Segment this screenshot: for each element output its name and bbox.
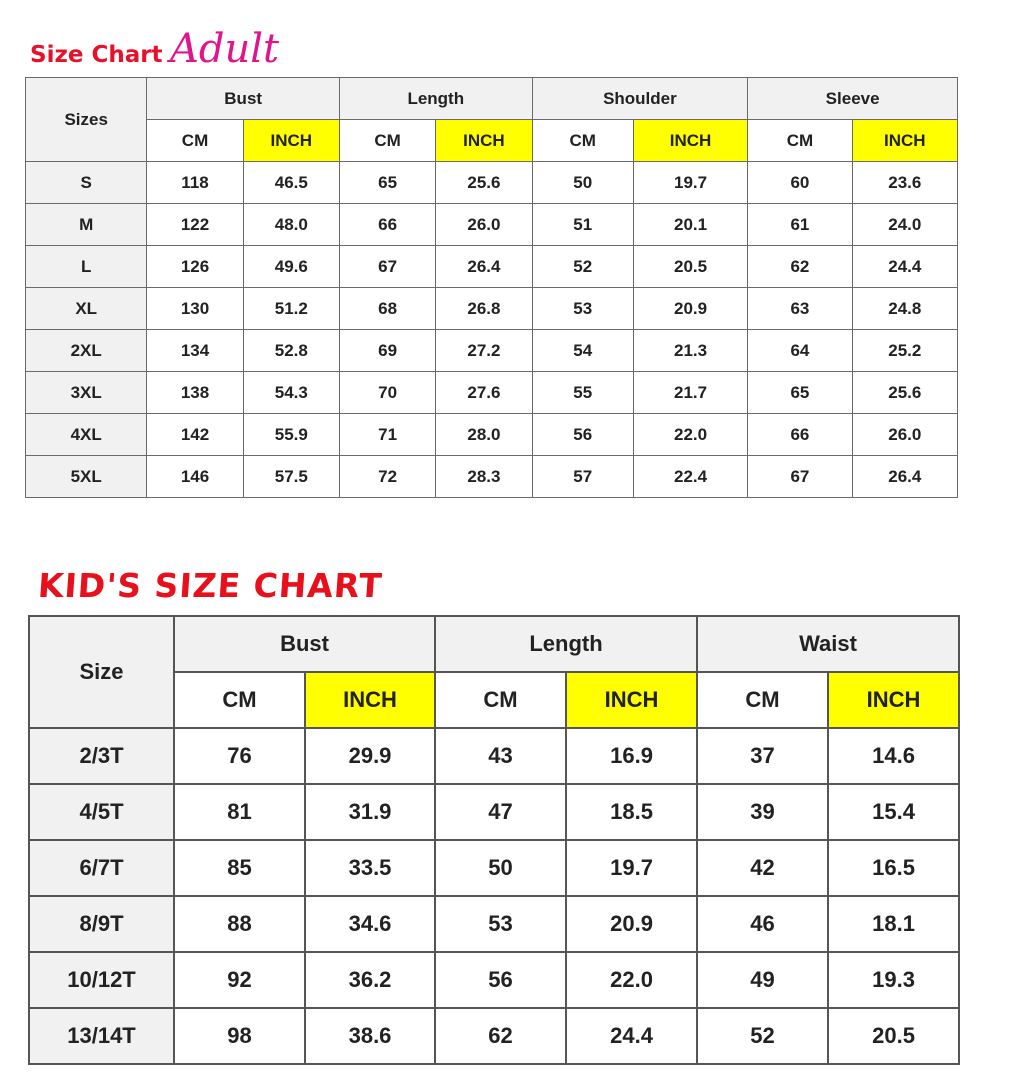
adult-chart-title-prefix: Size Chart	[30, 42, 163, 68]
measurement-cell: 16.5	[828, 840, 959, 896]
measurement-cell: 50	[532, 162, 633, 204]
measurement-cell: 61	[748, 204, 852, 246]
measurement-cell: 146	[147, 456, 243, 498]
measurement-cell: 26.0	[852, 414, 957, 456]
measurement-cell: 62	[748, 246, 852, 288]
group-header-row	[26, 78, 958, 120]
measurement-cell: 27.2	[436, 330, 532, 372]
unit-header-inch: INCH	[633, 120, 747, 162]
measurement-cell: 142	[147, 414, 243, 456]
measurement-cell: 23.6	[852, 162, 957, 204]
measurement-cell: 52	[697, 1008, 828, 1064]
table-row	[26, 246, 958, 288]
adult-size-table	[25, 77, 958, 498]
table-row	[26, 162, 958, 204]
measurement-cell: 39	[697, 784, 828, 840]
measurement-cell: 130	[147, 288, 243, 330]
measurement-cell: 20.1	[633, 204, 747, 246]
measurement-cell: 49	[697, 952, 828, 1008]
table-row	[26, 330, 958, 372]
unit-header-cm: CM	[174, 672, 305, 728]
measurement-cell: 81	[174, 784, 305, 840]
table-row	[29, 784, 959, 840]
measurement-cell: 134	[147, 330, 243, 372]
unit-header-inch: INCH	[305, 672, 435, 728]
measurement-cell: 25.6	[852, 372, 957, 414]
measurement-cell: 66	[339, 204, 435, 246]
measurement-cell: 122	[147, 204, 243, 246]
measurement-cell: 20.9	[633, 288, 747, 330]
measurement-cell: 43	[435, 728, 566, 784]
size-label-cell: XL	[26, 288, 147, 330]
measurement-cell: 24.4	[566, 1008, 697, 1064]
size-label-cell: M	[26, 204, 147, 246]
measurement-cell: 26.8	[436, 288, 532, 330]
size-label-cell: 5XL	[26, 456, 147, 498]
measurement-cell: 48.0	[243, 204, 339, 246]
size-label-cell: L	[26, 246, 147, 288]
measurement-cell: 46	[697, 896, 828, 952]
measurement-cell: 46.5	[243, 162, 339, 204]
measurement-cell: 51.2	[243, 288, 339, 330]
measurement-cell: 22.0	[633, 414, 747, 456]
measurement-cell: 21.7	[633, 372, 747, 414]
unit-header-row	[26, 120, 958, 162]
measurement-cell: 54	[532, 330, 633, 372]
measurement-cell: 68	[339, 288, 435, 330]
measurement-cell: 26.4	[852, 456, 957, 498]
measurement-cell: 118	[147, 162, 243, 204]
measurement-cell: 55	[532, 372, 633, 414]
measurement-cell: 19.3	[828, 952, 959, 1008]
unit-header-inch: INCH	[243, 120, 339, 162]
group-header-length: Length	[435, 616, 697, 672]
table-row	[29, 840, 959, 896]
size-label-cell: 2XL	[26, 330, 147, 372]
unit-header-cm: CM	[532, 120, 633, 162]
group-header-length: Length	[339, 78, 532, 120]
size-label-cell: 4/5T	[29, 784, 174, 840]
measurement-cell: 26.0	[436, 204, 532, 246]
measurement-cell: 50	[435, 840, 566, 896]
table-row	[29, 728, 959, 784]
measurement-cell: 25.2	[852, 330, 957, 372]
measurement-cell: 24.0	[852, 204, 957, 246]
group-header-bust: Bust	[147, 78, 340, 120]
table-row	[26, 414, 958, 456]
measurement-cell: 56	[532, 414, 633, 456]
group-header-bust: Bust	[174, 616, 435, 672]
measurement-cell: 65	[339, 162, 435, 204]
measurement-cell: 24.8	[852, 288, 957, 330]
measurement-cell: 126	[147, 246, 243, 288]
size-label-cell: 3XL	[26, 372, 147, 414]
measurement-cell: 70	[339, 372, 435, 414]
measurement-cell: 52.8	[243, 330, 339, 372]
measurement-cell: 67	[748, 456, 852, 498]
group-header-waist: Waist	[697, 616, 959, 672]
unit-header-inch: INCH	[436, 120, 532, 162]
measurement-cell: 28.0	[436, 414, 532, 456]
measurement-cell: 21.3	[633, 330, 747, 372]
size-label-cell: 4XL	[26, 414, 147, 456]
unit-header-inch: INCH	[828, 672, 959, 728]
measurement-cell: 24.4	[852, 246, 957, 288]
unit-header-cm: CM	[748, 120, 852, 162]
measurement-cell: 63	[748, 288, 852, 330]
adult-chart-title-word: Adult	[170, 26, 280, 72]
unit-header-cm: CM	[435, 672, 566, 728]
table-row	[29, 896, 959, 952]
table-row	[26, 372, 958, 414]
measurement-cell: 53	[532, 288, 633, 330]
group-header-row	[29, 616, 959, 672]
measurement-cell: 56	[435, 952, 566, 1008]
measurement-cell: 62	[435, 1008, 566, 1064]
kids-chart-title: KID'S SIZE CHART	[36, 566, 384, 605]
measurement-cell: 31.9	[305, 784, 435, 840]
measurement-cell: 36.2	[305, 952, 435, 1008]
measurement-cell: 72	[339, 456, 435, 498]
measurement-cell: 55.9	[243, 414, 339, 456]
size-label-cell: 6/7T	[29, 840, 174, 896]
table-row	[26, 288, 958, 330]
measurement-cell: 98	[174, 1008, 305, 1064]
measurement-cell: 65	[748, 372, 852, 414]
measurement-cell: 16.9	[566, 728, 697, 784]
measurement-cell: 20.5	[633, 246, 747, 288]
measurement-cell: 25.6	[436, 162, 532, 204]
size-label-cell: 2/3T	[29, 728, 174, 784]
measurement-cell: 42	[697, 840, 828, 896]
measurement-cell: 138	[147, 372, 243, 414]
measurement-cell: 85	[174, 840, 305, 896]
size-column-header: Size	[29, 616, 174, 728]
table-row	[26, 456, 958, 498]
measurement-cell: 54.3	[243, 372, 339, 414]
measurement-cell: 18.1	[828, 896, 959, 952]
measurement-cell: 22.0	[566, 952, 697, 1008]
measurement-cell: 19.7	[633, 162, 747, 204]
measurement-cell: 71	[339, 414, 435, 456]
measurement-cell: 92	[174, 952, 305, 1008]
measurement-cell: 88	[174, 896, 305, 952]
measurement-cell: 22.4	[633, 456, 747, 498]
measurement-cell: 29.9	[305, 728, 435, 784]
measurement-cell: 60	[748, 162, 852, 204]
size-label-cell: 8/9T	[29, 896, 174, 952]
measurement-cell: 38.6	[305, 1008, 435, 1064]
measurement-cell: 20.9	[566, 896, 697, 952]
measurement-cell: 66	[748, 414, 852, 456]
measurement-cell: 67	[339, 246, 435, 288]
measurement-cell: 49.6	[243, 246, 339, 288]
measurement-cell: 15.4	[828, 784, 959, 840]
unit-header-cm: CM	[339, 120, 435, 162]
group-header-shoulder: Shoulder	[532, 78, 748, 120]
measurement-cell: 33.5	[305, 840, 435, 896]
measurement-cell: 18.5	[566, 784, 697, 840]
measurement-cell: 20.5	[828, 1008, 959, 1064]
table-row	[26, 204, 958, 246]
unit-header-cm: CM	[697, 672, 828, 728]
measurement-cell: 52	[532, 246, 633, 288]
measurement-cell: 47	[435, 784, 566, 840]
measurement-cell: 37	[697, 728, 828, 784]
unit-header-inch: INCH	[852, 120, 957, 162]
group-header-sleeve: Sleeve	[748, 78, 958, 120]
size-label-cell: 13/14T	[29, 1008, 174, 1064]
measurement-cell: 14.6	[828, 728, 959, 784]
table-row	[29, 952, 959, 1008]
measurement-cell: 69	[339, 330, 435, 372]
kids-size-table	[28, 615, 960, 1065]
measurement-cell: 28.3	[436, 456, 532, 498]
unit-header-inch: INCH	[566, 672, 697, 728]
measurement-cell: 51	[532, 204, 633, 246]
measurement-cell: 26.4	[436, 246, 532, 288]
measurement-cell: 76	[174, 728, 305, 784]
measurement-cell: 27.6	[436, 372, 532, 414]
size-label-cell: 10/12T	[29, 952, 174, 1008]
measurement-cell: 64	[748, 330, 852, 372]
size-column-header: Sizes	[26, 78, 147, 162]
unit-header-cm: CM	[147, 120, 243, 162]
size-label-cell: S	[26, 162, 147, 204]
table-row	[29, 1008, 959, 1064]
measurement-cell: 57	[532, 456, 633, 498]
measurement-cell: 19.7	[566, 840, 697, 896]
measurement-cell: 34.6	[305, 896, 435, 952]
measurement-cell: 53	[435, 896, 566, 952]
measurement-cell: 57.5	[243, 456, 339, 498]
